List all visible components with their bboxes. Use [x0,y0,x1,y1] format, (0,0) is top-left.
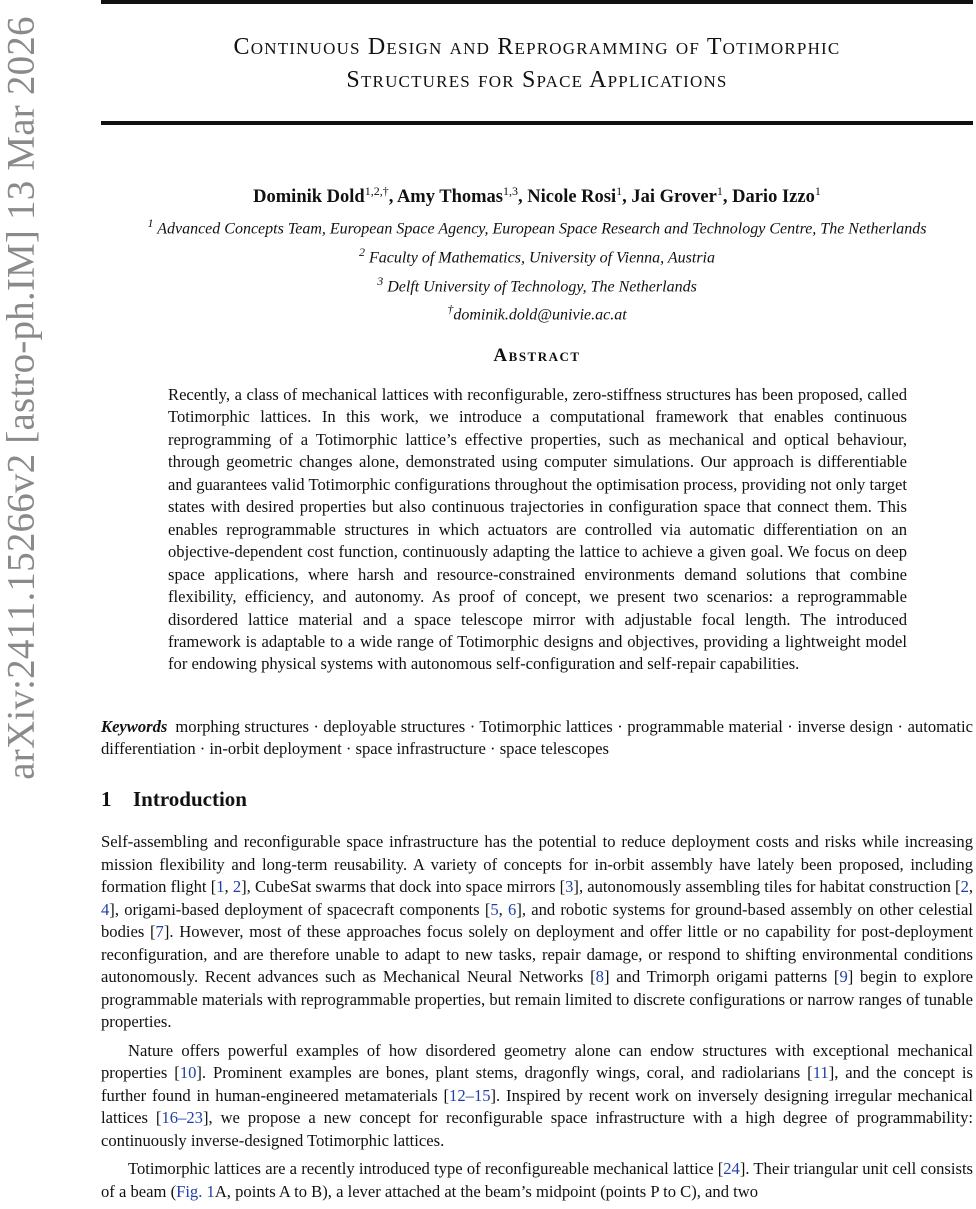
paragraph-text: ], and robotic systems for ground-based assembly on other celestial bodies [ [101,899,973,941]
paragraph-text: ], and the concept is further found in human-engineered metamaterials [ [101,1063,973,1105]
paragraph-text: Nature offers powerful examples of how disordered geometry alone can endow structures with exceptional mechanical properties [ [101,1040,973,1082]
body-paragraph [101,831,973,1034]
citation-link[interactable]: 11 [812,1063,829,1082]
section-heading [101,787,247,812]
body-paragraph [101,1158,973,1203]
title-line-1: Continuous Design and Reprogramming of Totimorphic [233,34,841,60]
citation-link[interactable]: 9 [839,967,848,986]
arxiv-sidebar [0,0,50,1200]
author-list [101,184,973,208]
author: Nicole Rosi$^1$, [527,184,632,208]
paragraph-text: ], autonomously assembling tiles for habitat construction [ [573,877,961,896]
section-number: 1 [101,787,112,811]
body-paragraph [101,1040,973,1153]
abstract-text: Recently, a class of mechanical lattices with reconfigurable, zero-stiffness structures has been proposed, called Totimorphic lattices. In this work, we introduce a computational framework that enables continuous reprogramming of a Totimorphic lattice’s effective properties, such as mechanical and optical behaviour, through geometric changes alone, demonstrated using computer simulations. Our approach is differentiable and guarantees valid Totimorphic configurations throughout the optimisation process, providing not only target states with desired properties but also continuous trajectories in configuration space that connect them. This enables reprogrammable structures in which actuators are controlled via automatic differentiation on an objective-dependent cost function, continuously adapting the lattice to achieve a given goal. We focus on deep space applications, where harsh and resource-constrained environments demand solutions that combine flexibility, efficiency, and autonomy. As proof of concept, we present two scenarios: a reprogrammable disordered lattice material and a space telescope mirror with adjustable focal length. The introduced framework is adaptable to a wide range of Totimorphic designs and objectives, providing a lightweight model for endowing physical systems with autonomous self-configuration and self-repair capabilities. [168,385,907,674]
section-title: Introduction [133,787,247,811]
paragraph-text: , [498,899,509,919]
paragraph-text: ] and Trimorph origami patterns [ [603,967,840,986]
author: Dario Izzo$^1$ [732,184,821,208]
paragraph-text: A, points A to B), a lever attached at the beam’s midpoint (points P to C), and two [214,1181,759,1201]
author: Amy Thomas$^{1,3}$, [396,184,528,208]
keywords-text: morphing structures · deployable structures · Totimorphic lattices · programmable material · inverse design · automatic differentiation · in-orbit deployment · space infrastructure · space telescopes [101,717,973,759]
citation-link[interactable]: 10 [179,1063,197,1082]
paragraph-text: ], CubeSat swarms that dock into space mirrors [ [241,877,566,896]
citation-link[interactable]: 4 [101,899,110,919]
arxiv-identifier: arXiv:2411.15266v2 [astro-ph.IM] 13 Mar 2026 [0,16,43,780]
citation-link[interactable]: 24 [723,1159,740,1178]
citation-link[interactable]: 8 [595,967,604,986]
paragraph-text: ]. Inspired by recent work on inversely designing irregular mechanical lattices [ [101,1085,973,1127]
citation-link[interactable]: 7 [155,922,164,941]
paragraph-text: ]. Their triangular unit cell consists of a beam ( [101,1159,974,1201]
section-body [101,831,973,1209]
paragraph-text: Totimorphic lattices are a recently introduced type of reconfigureable mechanical lattice [ [128,1159,724,1178]
citation-link[interactable]: Fig. 1 [176,1181,215,1201]
citation-link[interactable]: 12–15 [449,1085,491,1105]
paragraph-text: ], we propose a new concept for reconfigurable space infrastructure with a high degree of programmability: continuously inverse-designed Totimorphic lattices. [101,1108,974,1150]
paragraph-text: ]. Prominent examples are bones, plant stems, dragonfly wings, coral, and radiolarians [ [196,1063,813,1082]
author: Jai Grover$^1$, [631,184,733,208]
paragraph-text: ] begin to explore programmable materials with reprogrammable properties, but remain limited to discrete configurations or narrow ranges of tunable properties. [101,967,973,1031]
citation-link[interactable]: 2 [232,877,242,896]
citation-link[interactable]: 2 [960,877,969,896]
citation-link[interactable]: 1 [216,877,225,896]
affiliation: $^2$ Faculty of Mathematics, University of Vienna, Austria [358,244,715,267]
keywords-block [101,716,973,761]
keywords-label: Keywords [101,717,168,736]
abstract-heading: Abstract [493,345,581,366]
paper-title [101,31,973,97]
affiliation: $^1$ Advanced Concepts Team, European Space Agency, European Space Research and Technology Centre, The Netherlands [147,216,927,238]
affiliation-list [101,212,973,327]
citation-link[interactable]: 3 [565,877,574,896]
citation-link[interactable]: 6 [508,899,517,919]
paragraph-text: Self-assembling and reconfigurable space infrastructure has the potential to reduce deployment costs and risks while increasing mission flexibility and long-term reusability. A variety of concepts for in-orbit assembly have lately been proposed, including formation flight [ [101,832,973,896]
paragraph-text: ], origami-based deployment of spacecraft components [ [109,899,491,919]
title-rule-top [101,0,973,4]
paragraph-text: , [224,877,233,896]
affiliation: $^3$ Delft University of Technology, The Netherlands [377,273,697,295]
paragraph-text: ]. However, most of these approaches focus solely on deployment and offer little or no capability for post-deployment reconfiguration, and are therefore unable to adapt to new tasks, repair damage, or respond to shifting environmental conditions autonomously. Recent advances such as Mechanical Neural Networks [ [101,922,973,986]
paragraph-text: , [968,877,974,896]
title-rule-bottom [101,121,973,125]
contact-email[interactable]: †dominik.dold@univie.ac.at [447,302,627,324]
author: Dominik Dold$^{1,2,\dagger}$, [253,184,397,208]
title-line-2: Structures for Space Applications [346,67,728,93]
citation-link[interactable]: 16–23 [161,1108,203,1127]
citation-link[interactable]: 5 [490,899,499,919]
